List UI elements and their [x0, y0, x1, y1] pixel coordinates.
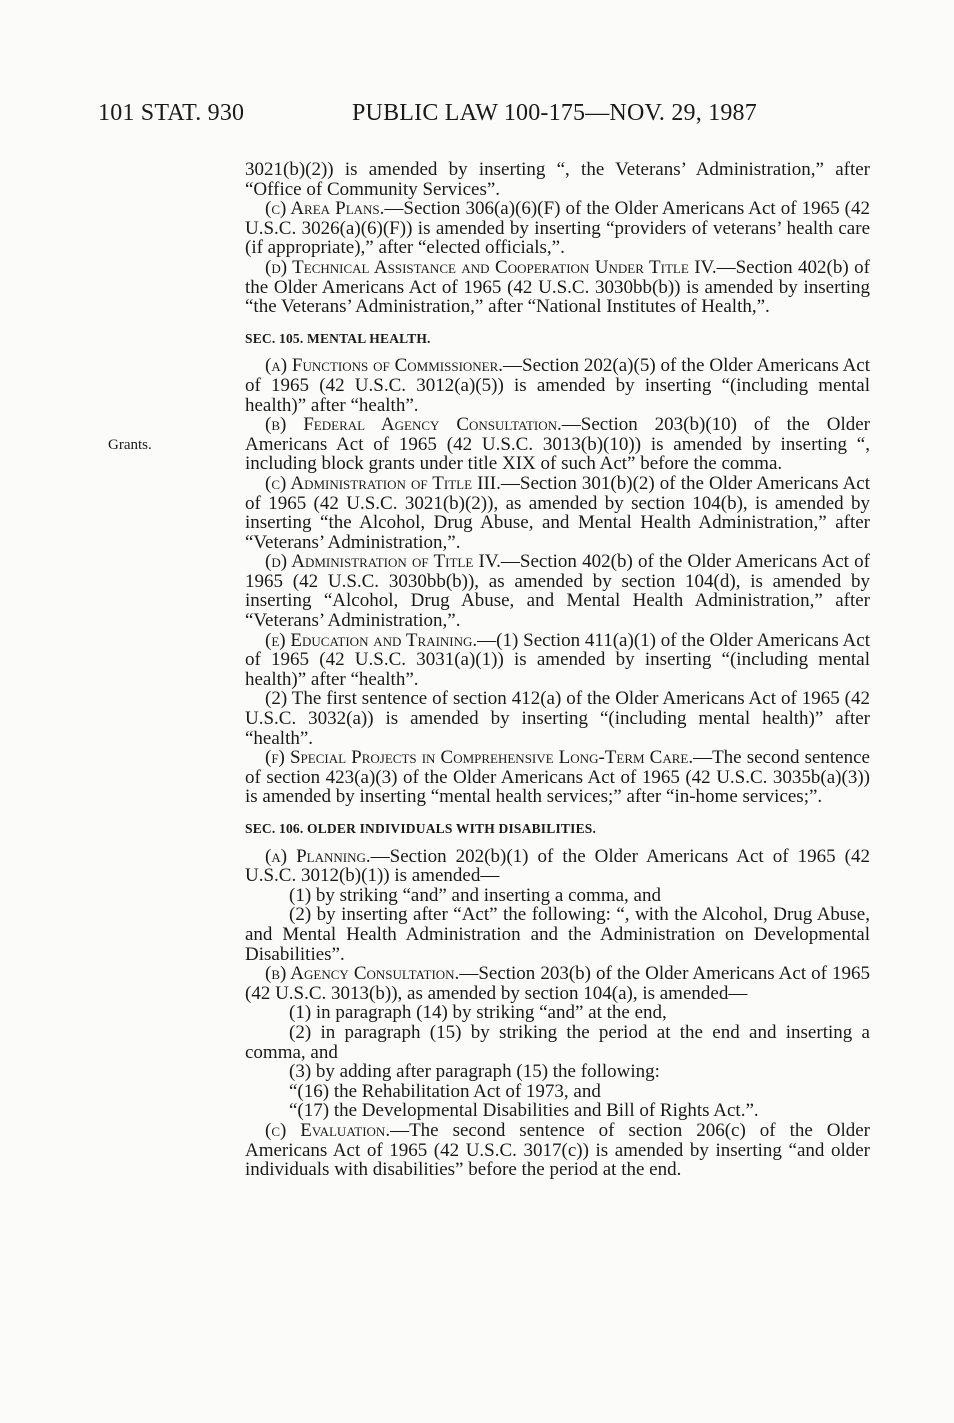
- subsection-heading: (d) Technical Assistance and Cooperation Under Title IV.: [265, 256, 717, 278]
- paragraph: [245, 689, 870, 748]
- paragraph-text: —Section 402(b) of the Older Americans Act of 1965 (42 U.S.C. 3030bb(b)) is amended by inserting “the Veterans’ Administration,” after “National Institutes of Health,”.: [245, 256, 870, 318]
- paragraph: [245, 1003, 870, 1023]
- paragraph: [245, 1062, 870, 1082]
- paragraph-text: —Section 202(b)(1) of the Older Americans Act of 1965 (42 U.S.C. 3012(b)(1)) is amended—: [245, 845, 870, 887]
- paragraph: [245, 905, 870, 964]
- statute-text: [245, 160, 870, 1180]
- subsection-heading: (c) Area Plans.: [265, 198, 385, 220]
- paragraph: [245, 964, 870, 1003]
- paragraph-text: SEC. 105. MENTAL HEALTH.: [245, 330, 431, 346]
- paragraph-text: —(1) Section 411(a)(1) of the Older Americans Act of 1965 (42 U.S.C. 3031(a)(1)) is amended by inserting “(including mental health)” after “health”.: [245, 629, 870, 690]
- subsection-heading: (c) Evaluation.: [265, 1119, 391, 1141]
- subsection-heading: (f) Special Projects in Comprehensive Long-Term Care.: [265, 747, 694, 769]
- paragraph-text: (2) by inserting after “Act” the following: “, with the Alcohol, Drug Abuse, and Mental Health Administration and the Administration on Developmental Disabilities”.: [245, 904, 870, 965]
- margin-note-grants: Grants.: [108, 437, 152, 453]
- paragraph: [245, 748, 870, 807]
- paragraph-text: —Section 203(b) of the Older Americans Act of 1965 (42 U.S.C. 3013(b)), as amended by section 104(a), is amended—: [245, 963, 870, 1004]
- paragraph-text: —Section 301(b)(2) of the Older Americans Act of 1965 (42 U.S.C. 3021(b)(2)), as amended by section 104(b), is amended by inserting “the Alcohol, Drug Abuse, and Mental Health Administration,” after “Veterans’ Administration,”.: [245, 472, 871, 553]
- paragraph: [245, 1082, 870, 1102]
- paragraph: [245, 886, 870, 906]
- paragraph: [245, 356, 870, 415]
- subsection-heading: (a) Functions of Commissioner.: [265, 355, 504, 377]
- subsection-heading: (b) Federal Agency Consultation.: [265, 414, 562, 436]
- paragraph-text: “(16) the Rehabilitation Act of 1973, and: [289, 1080, 601, 1102]
- paragraph-text: (2) in paragraph (15) by striking the period at the end and inserting a comma, and: [245, 1021, 870, 1063]
- paragraph-text: —The second sentence of section 423(a)(3) of the Older Americans Act of 1965 (42 U.S.C. 3035b(a)(3)) is amended by inserting “mental health services;” after “in-home services;”.: [245, 747, 870, 808]
- paragraph-text: 3021(b)(2)) is amended by inserting “, the Veterans’ Administration,” after “Office of Community Services”.: [245, 159, 870, 200]
- section-heading: [245, 819, 870, 839]
- paragraph-text: (2) The first sentence of section 412(a) of the Older Americans Act of 1965 (42 U.S.C. 3032(a)) is amended by inserting “(including mental health)” after “health”.: [245, 688, 870, 749]
- paragraph: [245, 199, 870, 258]
- paragraph-text: —Section 203(b)(10) of the Older Americans Act of 1965 (42 U.S.C. 3013(b)(10)) is amended by inserting “, including block grants under title XIX of such Act” before the comma.: [245, 414, 870, 475]
- paragraph-text: (1) by striking “and” and inserting a comma, and: [289, 884, 661, 906]
- subsection-heading: (e) Education and Training.: [265, 629, 478, 651]
- paragraph-text: (1) in paragraph (14) by striking “and” at the end,: [289, 1002, 667, 1024]
- paragraph: [245, 847, 870, 886]
- subsection-heading: (b) Agency Consultation.: [265, 963, 460, 985]
- paragraph: [245, 1023, 870, 1062]
- public-law-citation: PUBLIC LAW 100-175—NOV. 29, 1987: [352, 100, 757, 126]
- paragraph-text: (3) by adding after paragraph (15) the following:: [289, 1061, 660, 1083]
- paragraph: [245, 1121, 870, 1180]
- paragraph-text: “(17) the Developmental Disabilities and Bill of Rights Act.”.: [289, 1100, 759, 1122]
- paragraph: [245, 160, 870, 199]
- paragraph: [245, 474, 870, 552]
- paragraph: [245, 552, 870, 630]
- page-header: [98, 100, 757, 127]
- subsection-heading: (a) Planning.: [265, 845, 371, 867]
- paragraph-text: —The second sentence of section 206(c) of the Older Americans Act of 1965 (42 U.S.C. 3017(c)) is amended by inserting “and older individuals with disabilities” before the period at the end.: [245, 1119, 870, 1181]
- paragraph-text: —Section 306(a)(6)(F) of the Older Americans Act of 1965 (42 U.S.C. 3026(a)(6)(F)) is amended by inserting “providers of veterans’ health care (if appropriate),” after “elected officials,”.: [245, 198, 870, 259]
- subsection-heading: (c) Administration of Title III.: [265, 472, 501, 494]
- paragraph: [245, 1101, 870, 1121]
- subsection-heading: (d) Administration of Title IV.: [265, 551, 501, 573]
- paragraph-text: SEC. 106. OLDER INDIVIDUALS WITH DISABILITIES.: [245, 821, 597, 836]
- paragraph: [245, 631, 870, 690]
- paragraph: [245, 415, 870, 474]
- statute-page-number: 101 STAT. 930: [98, 100, 245, 126]
- paragraph-text: —Section 402(b) of the Older Americans Act of 1965 (42 U.S.C. 3030bb(b)), as amended by section 104(d), is amended by inserting “Alcohol, Drug Abuse, and Mental Health Administration,” after “Veterans’ Administration,”.: [245, 551, 870, 632]
- paragraph: [245, 258, 870, 317]
- paragraph-text: —Section 202(a)(5) of the Older Americans Act of 1965 (42 U.S.C. 3012(a)(5)) is amended by inserting “(including mental health)” after “health”.: [245, 355, 871, 416]
- section-heading: [245, 329, 870, 349]
